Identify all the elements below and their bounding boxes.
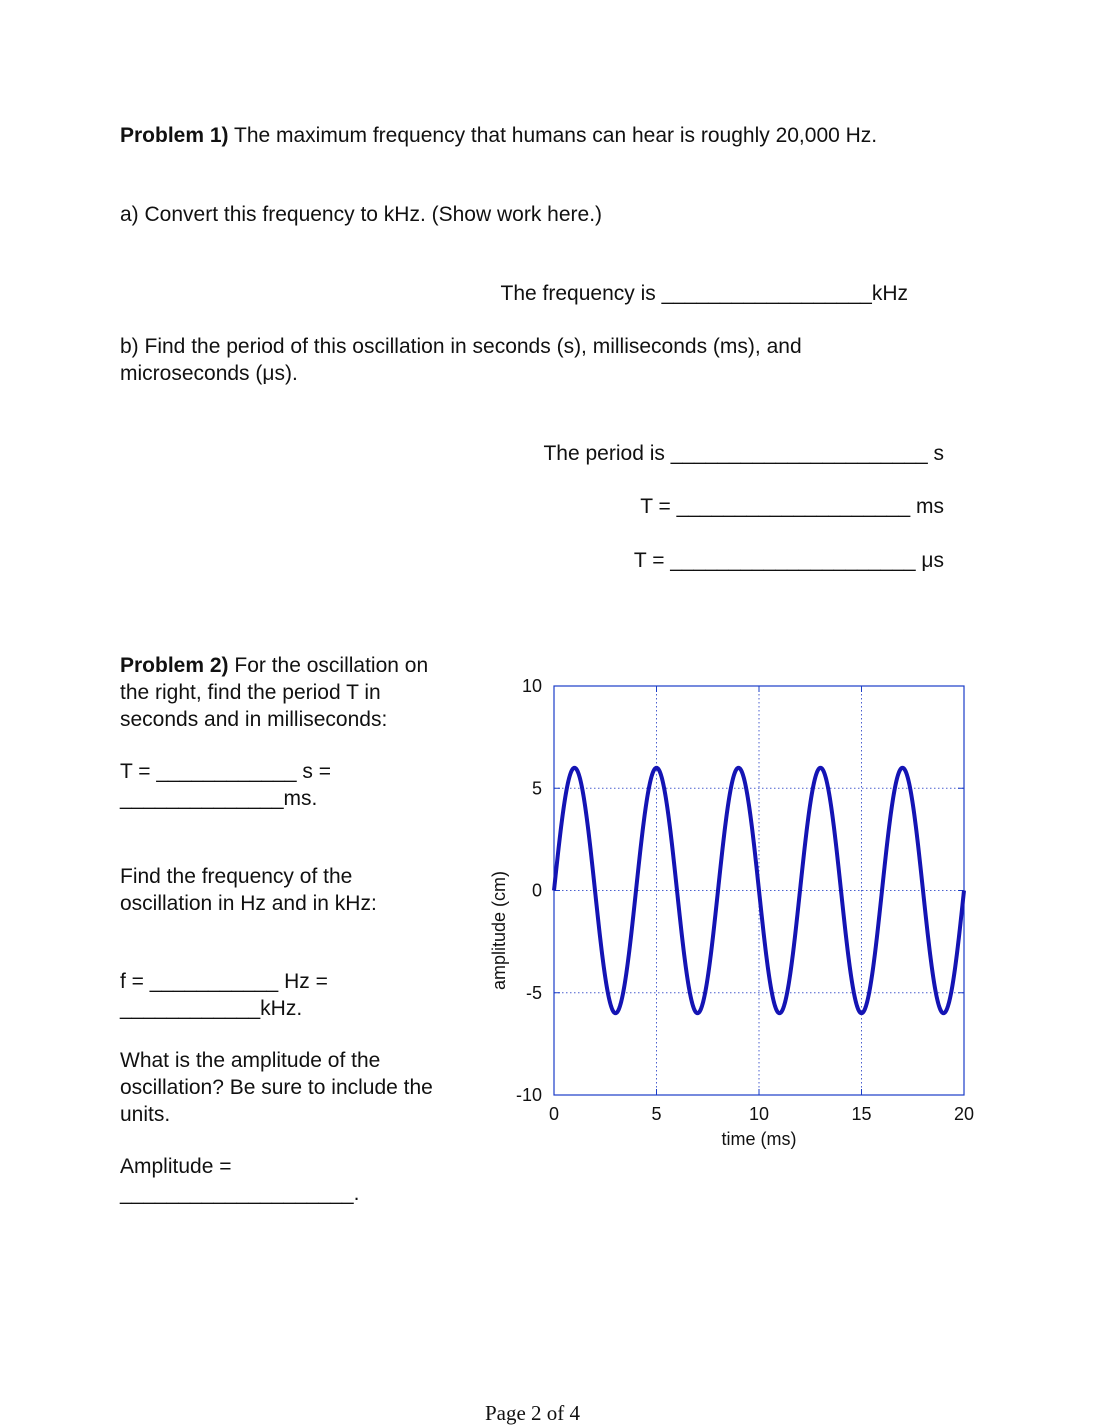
x-tick-label: 10 [748, 1104, 770, 1124]
period-answer-line-2: ______________ms. [120, 787, 318, 810]
x-tick-label: 15 [851, 1104, 872, 1124]
period-ms-line: T = ____________________ ms [640, 495, 944, 518]
problem1-intro: The maximum frequency that humans can hear is roughly 20,000 Hz. [228, 124, 878, 147]
problem2-label: Problem 2) [120, 654, 229, 677]
x-axis-label: time (ms) [721, 1129, 797, 1149]
chart-ticks [516, 676, 974, 1124]
period-us-line: T = _____________________ μs [633, 549, 944, 572]
period-answer-line-1: T = ____________ s = [120, 760, 331, 783]
period-seconds-line: The period is ______________________ s [543, 442, 944, 465]
amplitude-question: What is the amplitude of the oscillation? Be sure to include the units. [120, 1049, 433, 1126]
y-tick-label: -5 [525, 982, 542, 1003]
page-number: Page 2 of 4 [484, 1401, 581, 1425]
problem1-part-a: a) Convert this frequency to kHz. (Show work here.) [120, 203, 603, 226]
y-tick-label: -10 [515, 1085, 542, 1105]
y-tick-label: 5 [531, 778, 542, 799]
y-tick-label: 0 [531, 880, 542, 901]
y-tick-label: 10 [521, 676, 542, 696]
x-tick-label: 5 [651, 1104, 662, 1124]
frequency-question: Find the frequency of the oscillation in Hz and in kHz: [120, 865, 377, 915]
x-tick-label: 0 [548, 1104, 560, 1124]
y-axis-label: amplitude (cm) [489, 870, 509, 991]
problem1-part-b: b) Find the period of this oscillation in seconds (s), milliseconds (ms), and microseconds (μs). [120, 335, 802, 385]
problem1-label: Problem 1) [120, 124, 229, 147]
amplitude-answer-line-1: Amplitude = [120, 1155, 232, 1178]
frequency-answer-line-2: ____________kHz. [120, 997, 303, 1020]
x-tick-label: 20 [953, 1104, 975, 1124]
frequency-answer-line-1: f = ___________ Hz = [120, 970, 328, 993]
amplitude-answer-line-2: ____________________. [120, 1182, 360, 1205]
problem2-intro: For the oscillation on the right, find the period T in seconds and in milliseconds: [120, 654, 429, 731]
frequency-answer-line: The frequency is __________________kHz [500, 282, 908, 305]
